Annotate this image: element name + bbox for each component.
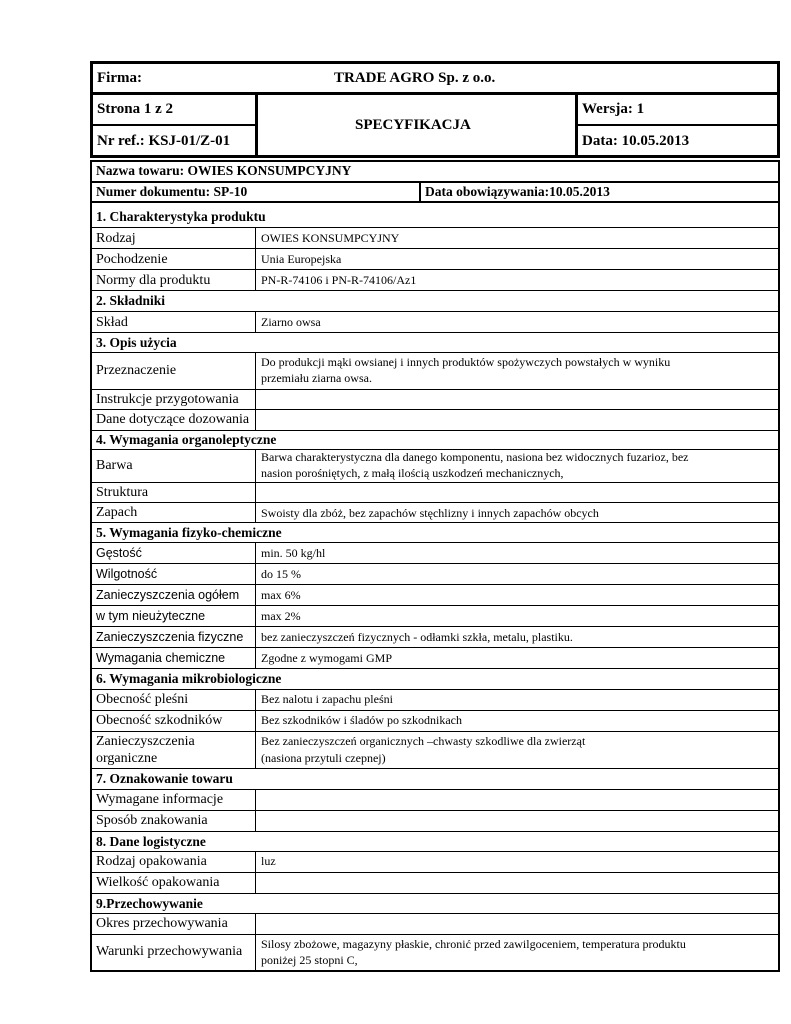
page-number: Strona 1 z 2	[97, 101, 173, 117]
company-label: Firma:	[97, 70, 142, 86]
row-label: Wielkość opakowania	[96, 875, 220, 890]
row-value: Ziarno owsa	[261, 315, 321, 329]
row-label: Normy dla produktu	[96, 273, 211, 288]
row-value: poniżej 25 stopni C,	[261, 953, 358, 967]
row-label: Instrukcje przygotowania	[96, 392, 239, 407]
section-title: 2. Składniki	[96, 293, 166, 308]
row-label: Barwa	[96, 458, 133, 473]
company-name: TRADE AGRO Sp. z o.o.	[334, 70, 496, 86]
row-label: Zanieczyszczenia fizyczne	[96, 630, 244, 644]
row-value: max 2%	[261, 609, 301, 623]
row-value: max 6%	[261, 588, 301, 602]
section-title: 8. Dane logistyczne	[96, 834, 206, 849]
row-label: Wymagane informacje	[96, 792, 224, 807]
section-title: 1. Charakterystyka produktu	[96, 209, 266, 224]
document-date: Data: 10.05.2013	[582, 133, 690, 149]
section-title: 5. Wymagania fizyko-chemiczne	[96, 525, 282, 540]
row-value: Do produkcji mąki owsianej i innych produktów spożywczych powstałych w wyniku	[261, 355, 671, 369]
row-value: Bez szkodników i śladów po szkodnikach	[261, 713, 462, 727]
row-value: PN-R-74106 i PN-R-74106/Az1	[261, 273, 417, 287]
row-label: Zanieczyszczenia ogółem	[96, 588, 240, 602]
row-value: Silosy zbożowe, magazyny płaskie, chronić przed zawilgoceniem, temperatura produktu	[261, 937, 686, 951]
row-value: nasion porośniętych, z małą ilością uszkodzeń mechanicznych,	[261, 466, 564, 480]
row-label: Obecność szkodników	[96, 713, 223, 728]
row-value: Barwa charakterystyczna dla danego komponentu, nasiona bez widocznych fuzarioz, bez	[261, 450, 689, 464]
row-value: (nasiona przytuli czepnej)	[261, 751, 386, 765]
row-label: Zapach	[96, 505, 138, 520]
row-label: Przeznaczenie	[96, 363, 177, 378]
row-label: Wymagania chemiczne	[96, 651, 226, 665]
row-label: Skład	[96, 315, 128, 330]
row-value: OWIES KONSUMPCYJNY	[261, 231, 400, 245]
row-label: Okres przechowywania	[96, 916, 228, 931]
row-value: min. 50 kg/hl	[261, 546, 326, 560]
product-name: Nazwa towaru: OWIES KONSUMPCYJNY	[96, 163, 352, 178]
row-label: Rodzaj	[96, 231, 136, 246]
row-label: Rodzaj opakowania	[96, 854, 207, 869]
row-value: luz	[261, 854, 276, 868]
row-value: do 15 %	[261, 567, 301, 581]
row-value: bez zanieczyszczeń fizycznych - odłamki szkła, metalu, plastiku.	[261, 630, 573, 644]
row-value: Bez nalotu i zapachu pleśni	[261, 692, 393, 706]
row-label: w tym nieużyteczne	[96, 609, 206, 623]
row-label: Dane dotyczące dozowania	[96, 412, 250, 427]
document-number: Numer dokumentu: SP-10	[96, 184, 248, 199]
row-value: Zgodne z wymogami GMP	[261, 651, 392, 665]
row-label: Wilgotność	[96, 567, 158, 581]
valid-date: Data obowiązywania:10.05.2013	[425, 184, 610, 199]
section-title: 6. Wymagania mikrobiologiczne	[96, 671, 282, 686]
section-title: 4. Wymagania organoleptyczne	[96, 432, 277, 447]
row-label: Zanieczyszczenia	[96, 734, 195, 749]
page-title: SPECYFIKACJA	[355, 117, 471, 133]
row-label: Pochodzenie	[96, 252, 168, 267]
row-value: przemiału ziarna owsa.	[261, 371, 372, 385]
row-label: Sposób znakowania	[96, 813, 208, 828]
version-label: Wersja: 1	[582, 101, 645, 117]
row-label: organiczne	[96, 751, 158, 766]
row-label: Warunki przechowywania	[96, 944, 243, 959]
section-title: 9.Przechowywanie	[96, 896, 203, 911]
reference-number: Nr ref.: KSJ-01/Z-01	[97, 133, 231, 149]
row-label: Obecność pleśni	[96, 692, 189, 707]
row-label: Struktura	[96, 485, 149, 500]
row-value: Bez zanieczyszczeń organicznych –chwasty szkodliwe dla zwierząt	[261, 734, 586, 748]
section-title: 7. Oznakowanie towaru	[96, 771, 233, 786]
row-value: Unia Europejska	[261, 252, 342, 266]
row-value: Swoisty dla zbóż, bez zapachów stęchlizny i innych zapachów obcych	[261, 506, 599, 520]
section-title: 3. Opis użycia	[96, 335, 177, 350]
row-label: Gęstość	[96, 546, 142, 560]
